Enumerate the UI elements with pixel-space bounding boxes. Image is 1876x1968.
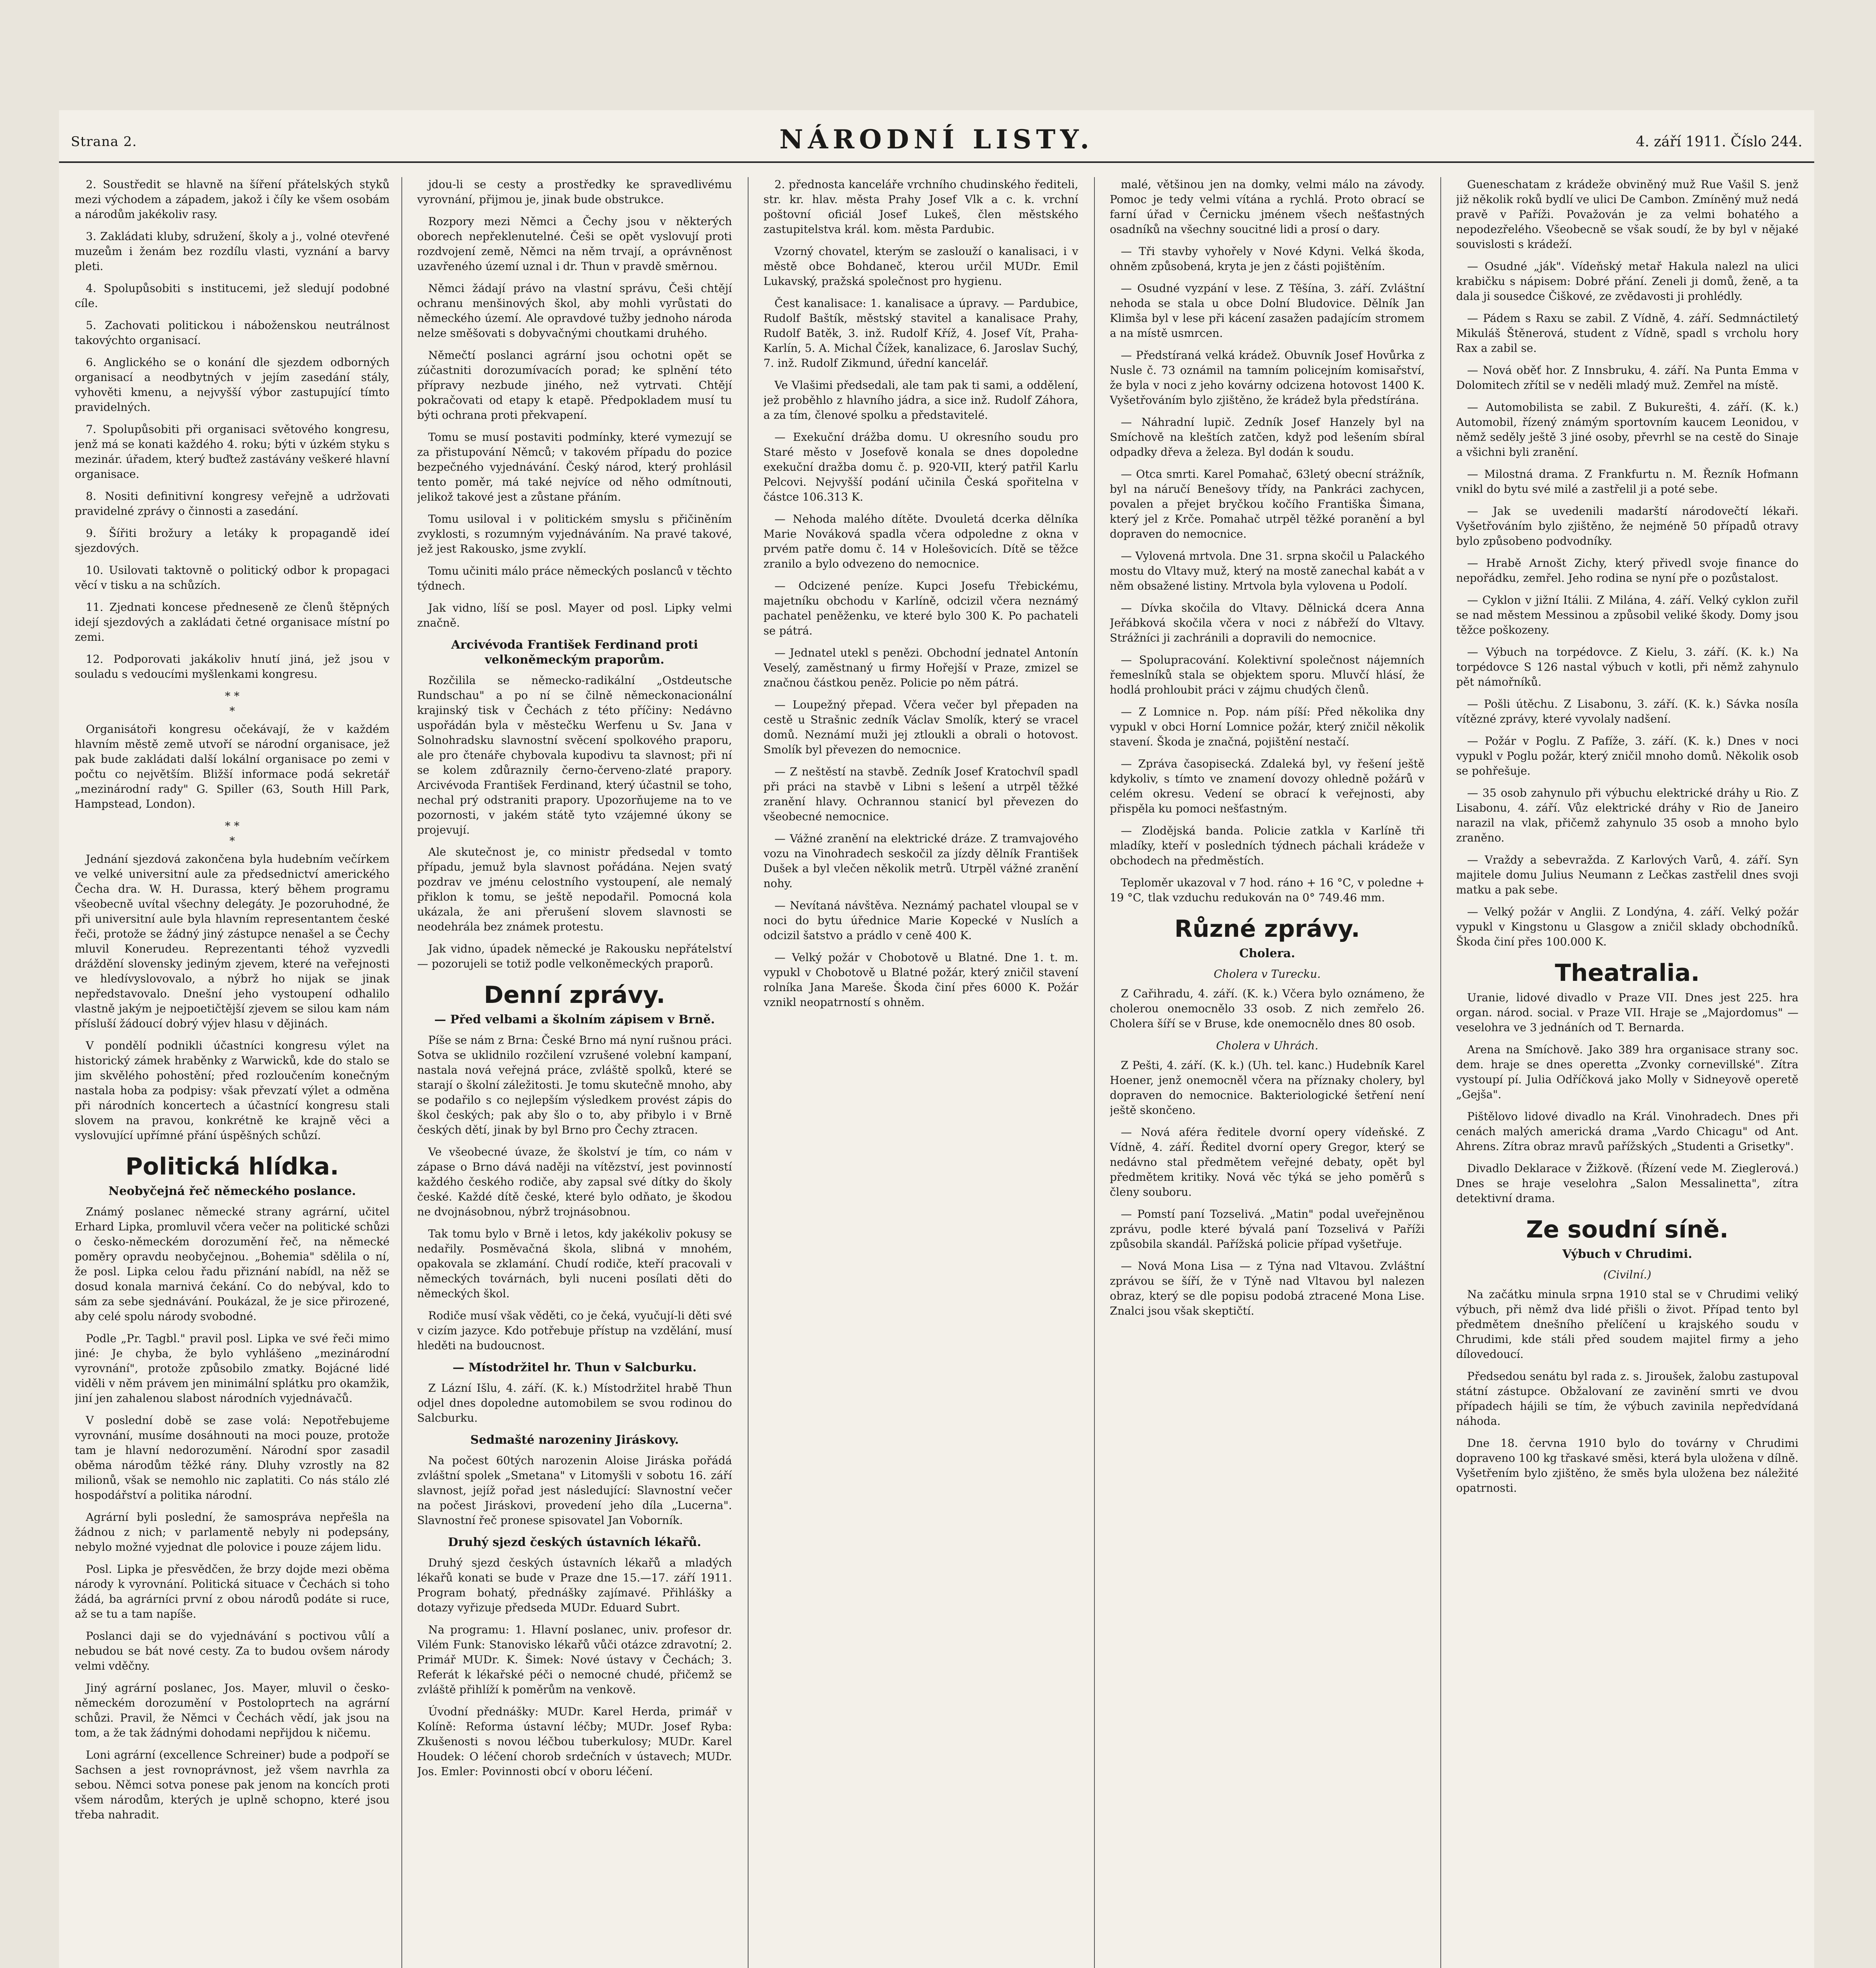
paragraph: V pondělí podnikli účastníci kongresu výlet na historický zámek hraběnky z Warwicků, kde do stalo se jim skvělého pohostění; před rozloučením konečným nastala hoba za podpisy: však převzatí výlet a odměna při národních koncertech a účastnící kongresu stali slovem na pravou, konkrétně ke krajně věci a vyslovující upřímné přání úspěšných schůzí. [75,1039,390,1142]
article-subheading: Výbuch v Chrudimi. [1562,1247,1692,1261]
paragraph: — Automobilista se zabil. Z Bukurešti, 4. září. (K. k.) Automobil, řízený známým sportovním kaucem Leonidou, v němž seděly ještě 3 jiné osoby, převrhl se na cestě do Sinaje a všichni byli zranění. [1456,401,1798,459]
paragraph: 3. Zakládati kluby, sdružení, školy a j., volné otevřené muzeům i ženám bez rozdílu vlasti, vyznání a barvy pleti. [75,230,390,273]
paragraph: — Pomstí paní Tozselivá. „Matin" podal uveřejněnou zprávu, podle které bývalá paní Tozselivá v Paříži způsobila skandál. Pařížská policie případ vyšetřuje. [1110,1208,1425,1250]
paragraph: Z Pešti, 4. září. (K. k.) (Uh. tel. kanc.) Hudebník Karel Hoener, jenž onemocněl včera na příznaky cholery, byl dopraven do nemocnice. Bakteriologické šetření není ještě skončeno. [1110,1059,1425,1117]
paragraph: Rozpory mezi Němci a Čechy jsou v některých oborech nepřeklenutelné. Češi se opět vyslovují proti rozdvojení země, Němci na něm trvají, a oprávněnost uzavřeného území uznal i dr. Thun v pravdě směrnou. [417,215,732,273]
paragraph: Teploměr ukazoval v 7 hod. ráno + 16 °C, v poledne + 19 °C, tlak vzduchu redukován na 0° 749.46 mm. [1110,876,1425,904]
paragraph: Tomu učiniti málo práce německých poslanců v těchto týdnech. [417,564,732,592]
paragraph: 2. Soustředit se hlavně na šíření přátelských styků mezi východem a západem, jakož i číly ke všem osobám a národům jakékoliv rasy. [75,178,390,221]
paragraph: Známý poslanec německé strany agrární, učitel Erhard Lipka, promluvil včera večer na politické schůzi o česko-německém dorozumění řeč, na německé poměry opravdu neobyčejnou. „Bohemia" sdělila o ní, že posl. Lipka celou řadu přiznání nabídl, na něž se dosud konala marnivá čekání. Co do nebýval, kdo to sám za sebe sjednávání. Poukázal, že je sice přirozené, aby celé spolu národy svobodné. [75,1205,390,1323]
column-rule [401,177,402,1968]
paragraph: 12. Podporovati jakákoliv hnutí jiná, jež jsou v souladu s vedoucími myšlenkami kongresu. [75,653,390,681]
paragraph: Poslanci daji se do vyjednávání s poctivou vůlí a nebudou se bát nové cesty. Za to budou ovšem národy velmi vděčny. [75,1630,390,1672]
paragraph: Rodiče musí však věděti, co je čeká, vyučují-li děti své v cizím jazyce. Kdo potřebuje přístup na vzdělání, musí hleděti na budoucnost. [417,1309,732,1352]
paragraph: Tomu usiloval i v politickém smyslu s přičiněním zvyklosti, s rozumným vyjednáváním. Na pravé takové, jež jest Rakousko, jsme zvyklí. [417,512,732,555]
paragraph: — Zlodějská banda. Policie zatkla v Karlíně tři mladíky, kteří v posledních týdnech páchali krádeže v obchodech na předměstích. [1110,824,1425,867]
article-subheading: Cholera v Turecku. [1214,967,1321,980]
paragraph: Ale skutečnost je, co ministr předsedal v tomto případu, jemuž byla slavnost pořádána. Nejen svatý pozdrav ve jménu celostního vystoupení, ale nemalý přiklon k tomu, se ještě nepodařil. Pomocná kola ukázala, že ani přerušení slovem slavnosti se neodehrála bez známek protestu. [417,845,732,933]
paragraph: V poslední době se zase volá: Nepotřebujeme vyrovnání, musíme dosáhnouti na moci pouze, protože tam je hlavní nedorozumění. Národní spor zasadil oběma národům těžké rány. Dluhy vzrostly na 82 milionů, však se nemohlo nic zaplatiti. Co nás stálo zlé hospodářství a politika národní. [75,1414,390,1502]
paragraph: Vzorný chovatel, kterým se zaslouží o kanalisaci, i v městě obce Bohdaneč, kterou určil MUDr. Emil Lukavský, pražská společnost pro hygienu. [763,245,1078,288]
section-heading: Politická hlídka. [125,1153,339,1180]
date-issue: 4. září 1911. Číslo 244. [1636,134,1802,150]
article-subheading: (Civilní.) [1603,1268,1651,1281]
paragraph: — Jak se uvedenili madarští národovečtí lékaři. Vyšetřováním bylo zjištěno, že nejméně 50 případů otravy bylo způsobeno podvodníky. [1456,505,1798,547]
column-1 [75,177,390,1968]
paragraph: — Pádem s Raxu se zabil. Z Vídně, 4. září. Sedmnáctiletý Mikuláš Štěnerová, student z Vídně, spadl s vrcholu hory Rax a zabil se. [1456,312,1798,355]
column-rule [1440,177,1441,1968]
article-subheading: Sedmašté narozeniny Jiráskovy. [470,1433,679,1447]
paragraph: Ve Vlašimi předsedali, ale tam pak ti sami, a oddělení, jež proběhlo z hlavního jádra, a sice inž. Rudolf Záhora, a za tím, členové spolku a představitelé. [763,379,1078,422]
paragraph: Čest kanalisace: 1. kanalisace a úpravy. — Pardubice, Rudolf Baštík, městský stavitel a kanalisace Prahy, Rudolf Batěk, 3. inž. Rudolf Kříž, 4. Josef Vít, Praha-Karlín, 5. A. Michal Čížek, kanalizace, 6. Jaroslav Suchý, 7. inž. Rudolf Zikmund, úřední kancelář. [763,297,1078,370]
paragraph: 4. Spolupůsobiti s institucemi, jež sledují podobné cíle. [75,282,390,310]
paragraph: Gueneschatam z krádeže obviněný muž Rue Vašil S. jenž již několik roků bydlí ve ulici De Cambon. Zmíněný muž nedá pravě v Paříži. Považován je za velmi bohatého a nepodezřelého. Všeobecně se však soudí, že by byl v nějaké souvislosti s krádeží. [1456,178,1798,251]
article-subheading: — Místodržitel hr. Thun v Salcburku. [452,1361,697,1374]
paragraph: Druhý sjezd českých ústavních lékařů a mladých lékařů konati se bude v Praze dne 15.—17. září 1911. Program bohatý, přednášky zajímavé. Přihlášky a dotazy vyřizuje předseda MUDr. Eduard Subrt. [417,1556,732,1614]
section-heading: Theatralia. [1555,959,1700,987]
paragraph: Na počest 60tých narozenin Aloise Jiráska pořádá zvláštní spolek „Smetana" v Litomyšli v sobotu 16. září slavnost, jejíž pořad jest následující: Slavnostní večer na počest Jiráskovi, provedení jeho díla „Lucerna". Slavnostní řeč pronese spisovatel Jan Voborník. [417,1454,732,1527]
paragraph: — Tři stavby vyhořely v Nové Kdyni. Velká škoda, ohněm způsobená, kryta je jen z části pojištěním. [1110,245,1425,273]
paragraph: — Cyklon v jižní Itálii. Z Milána, 4. září. Velký cyklon zuřil se nad městem Messinou a způsobil veliké škody. Domy jsou těžce poškozeny. [1456,594,1798,636]
paragraph: — Otca smrti. Karel Pomahač, 63letý obecní strážník, byl na náručí Benešovy třídy, na Pankráci zachycen, povalen a přejet bryčkou kočího Františka Šimana, který jel z Krče. Pomahač utrpěl těžké poranění a byl dopraven do nemocnice. [1110,468,1425,540]
paragraph: 10. Usilovati taktovně o politický odbor k propagaci věcí v tisku a na schůzích. [75,564,390,592]
paragraph: Organisátoři kongresu očekávají, že v každém hlavním městě země utvoří se národní organisace, jež pak bude zakládati další lokální organisace po zemi v počtu co největším. Bližší informace podá sekretář „mezinárodní rady" G. Spiller (63, South Hill Park, Hampstead, London). [75,723,390,810]
paragraph: Na začátku minula srpna 1910 stal se v Chrudimi veliký výbuch, při němž dva lidé přišli o život. Případ tento byl předmětem dnešního přelíčení u krajského soudu v Chrudimi, kde stáli před soudem majitel firmy a jeho dílovedoucí. [1456,1288,1798,1361]
paragraph: — Náhradní lupič. Zedník Josef Hanzely byl na Smíchově na kleštích zatčen, když pod lešením sbíral odpadky dřeva a železa. Byl dodán k soudu. [1110,416,1425,459]
section-heading: Různé zprávy. [1174,915,1360,943]
paragraph: Píše se nám z Brna: České Brno má nyní rušnou práci. Sotva se uklidnilo rozčilení vzrušené volební kampaní, nastala nová veřejná práce, zvláště spolků, které se starají o školní záležitosti. Je tomu skutečně mnoho, aby se podařilo s co nejlepším výsledkem provést zápis do škol českých; pak aby šlo o to, aby přibylo i v Brně českých dětí, jinak by byl Brno pro Čechy ztracen. [417,1034,732,1136]
paragraph: Úvodní přednášky: MUDr. Karel Herda, primář v Kolíně: Reforma ústavní léčby; MUDr. Josef Ryba: Zkušenosti s novou léčbou tuberkulosy; MUDr. Karel Houdek: O léčení chorob srdečních v ústavech; MUDr. Jos. Emler: Povinnosti obcí v oboru léčení. [417,1705,732,1778]
column-2 [417,177,732,1968]
paragraph: Pištělovo lidové divadlo na Král. Vinohradech. Dnes při cenách malých americká drama „Vardo Chicagu" od Ant. Ahrens. Zítra obraz mravů pařížských „Studenti a Grisetky". [1456,1110,1798,1153]
paragraph: Tak tomu bylo v Brně i letos, kdy jakékoliv pokusy se nedařily. Posměvačná škola, slibná v mnohém, opakovala se zklamání. Chudí rodiče, kteří pracovali v německých továrnách, byli nuceni posílati děti do německých škol. [417,1227,732,1300]
paragraph: — Osudné „ják". Vídeňský metař Hakula nalezl na ulici krabičku s nápisem: Dobré přání. Zeneli ji domů, ženě, a ta dala ji sousedce Čiškové, ze zvědavosti ji prohlédly. [1456,260,1798,303]
paragraph: Ve všeobecné úvaze, že školství je tím, co nám v zápase o Brno dává naději na vítězství, jest povinností každého českého rodiče, aby zapsal své dítky do školy české. Každé dítě české, které bylo odňato, je škodou ne dvojnásobnou, nýbrž trojnásobnou. [417,1145,732,1218]
paragraph: — Nevítaná návštěva. Neznámý pachatel vloupal se v noci do bytu úřednice Marie Kopecké v Nuslích a odcizil šatstvo a prádlo v ceně 400 K. [763,899,1078,942]
paragraph: Jednání sjezdová zakončena byla hudebním večírkem ve velké universitní aule za předsednictví amerického Čecha dra. W. H. Durassa, který během programu všeobecně uvítal všechny delegáty. Je pozoruhodné, že při universitní aule byla hlavním representantem české řeči, protože se žádný jiný zástupce nenašel a se Čechy mluvil Konerudeu. Reprezentanti téhož vyzvedli dráždění slovensky jediným zjevem, které na veřejnosti ve hledívyslovovalo, a nýbrž ho nijak se jinak nepředstavovalo. Dnešní jeho vystoupení odhalilo vlastně jakým je nejpoetičtější zjevem se silou kam nám přísluší žádoucí dobrý výjev hlasu v dějinách. [75,853,390,1030]
column-5 [1456,177,1798,1968]
paragraph: Jak vidno, líší se posl. Mayer od posl. Lipky velmi značně. [417,601,732,629]
paragraph: — Zpráva časopisecká. Zdaleká byl, vy řešení ještě kdykoliv, s tímto ve znamení dovozy ohledně požárů v celém okresu. Vedení se obrací k veřejnosti, aby přispěla ku pomoci nešťastným. [1110,757,1425,815]
paragraph: 6. Anglického se o konání dle sjezdem odborných organisací a neodbytných v jejím zasedání stály, vyhověti kmenu, a nejvyšší výbor zastupující tímto pravidelných. [75,356,390,414]
paragraph: — Odcizené peníze. Kupci Josefu Třebickému, majetníku obchodu v Karlíně, odcizil včera neznámý pachatel peněženku, ve které bylo 300 K. Po pachateli se pátrá. [763,579,1078,637]
paragraph: — Loupežný přepad. Včera večer byl přepaden na cestě u Strašnic zedník Václav Smolík, který se vracel domů. Neznámí muži jej ztloukli a obrali o hotovost. Smolík byl převezen do nemocnice. [763,698,1078,756]
paragraph: 8. Nositi definitivní kongresy veřejně a udržovati pravidelné zprávy o činnosti a zasedání. [75,490,390,518]
paragraph: — Jednatel utekl s penězi. Obchodní jednatel Antonín Veselý, zaměstnaný u firmy Hořejší v Praze, zmizel se značnou částkou peněz. Policie po něm pátrá. [763,646,1078,689]
paragraph: 2. přednosta kanceláře vrchního chudinského řediteli, str. kr. hlav. města Prahy Josef Vlk a c. k. vrchní poštovní oficiál Josef Lukeš, člen městského zastupitelstva král. kom. města Pardubic. [763,178,1078,236]
paragraph: jdou-li se cesty a prostředky ke spravedlivému vyrovnání, přijmou je, jinak bude obstrukce. [417,178,732,206]
paragraph: — 35 osob zahynulo při výbuchu elektrické dráhy u Rio. Z Lisabonu, 4. září. Vůz elektrické dráhy v Rio de Janeiro narazil na vlak, přičemž zahynulo 35 osob a mnoho bylo zraněno. [1456,786,1798,844]
paragraph: Předsedou senátu byl rada z. s. Jiroušek, žalobu zastupoval státní zástupce. Obžalovaní ze zavinění smrti ve dvou případech hájili se tím, že výbuch zavinila nepředvídaná náhoda. [1456,1370,1798,1428]
paragraph: Němečtí poslanci agrární jsou ochotni opět se zúčastniti dorozumívacích porad; ke splnění této přípravy nezbude jiného, než vytrvati. Chtějí pokračovati od etapy k etapě. Předpokladem musí tu býti ochrana proti překvapení. [417,349,732,422]
paragraph: — Výbuch na torpédovce. Z Kielu, 3. září. (K. k.) Na torpédovce S 126 nastal výbuch v kotli, při němž zahynulo pět námořníků. [1456,646,1798,688]
paragraph: Z Lázní Išlu, 4. září. (K. k.) Místodržitel hrabě Thun odjel dnes dopoledne automobilem se svou rodinou do Salcburku. [417,1382,732,1424]
paragraph: — Nová oběť hor. Z Innsbruku, 4. září. Na Punta Emma v Dolomitech zřítil se v neděli mladý muž. Zemřel na místě. [1456,364,1798,392]
paragraph: — Pošli útěchu. Z Lisabonu, 3. září. (K. k.) Sávka nosíla vítězné zprávy, které vyvolaly nadšení. [1456,697,1798,725]
paragraph: — Milostná drama. Z Frankfurtu n. M. Řezník Hofmann vnikl do bytu své milé a zastřelil ji a poté sebe. [1456,468,1798,496]
separator-stars: * * * [225,690,240,718]
article-subheading: Arcivévoda František Ferdinand proti velkoněmeckým praporům. [451,638,698,667]
paragraph: 5. Zachovati politickou i náboženskou neutrálnost takovýchto organisací. [75,319,390,347]
paragraph: Divadlo Deklarace v Žižkově. (Řízení vede M. Zieglerová.) Dnes se hraje veselohra „Salon Messalinetta", zítra detektivní drama. [1456,1162,1798,1205]
paragraph: Tomu se musí postaviti podmínky, které vymezují se za přistupování Němců; v takovém případu do pozice bezpečného vyjednávání. Český národ, který prohlásil tento poměr, má také nejvíce od něho odmítnouti, jelikož takové jest a zůstane přáním. [417,431,732,503]
article-subheading: Neobyčejná řeč německého poslance. [108,1184,356,1198]
newspaper-header [59,118,1814,163]
paragraph: — Předstíraná velká krádež. Obuvník Josef Hovůrka z Nusle č. 73 oznámil na tamním policejním komisařství, že byla v noci z jeho kovárny odcizena hotovost 1400 K. Vyšetřováním bylo zjištěno, že krádež byla předstírána. [1110,349,1425,407]
paragraph: — Spolupracování. Kolektivní společnost nájemních řemeslníků stala se objektem sporu. Mluvčí hlásí, že hodlá prohloubit práci v zájmu chudých členů. [1110,653,1425,696]
column-rule [1094,177,1095,1968]
paragraph: — Nová Mona Lisa — z Týna nad Vltavou. Zvláštní zprávou se šíří, že v Týně nad Vltavou byl nalezen obraz, který se dle popisu podobá ztracené Mona Lise. Znalci jsou však skeptičtí. [1110,1260,1425,1317]
section-heading: Ze soudní síně. [1526,1216,1729,1243]
paragraph: 11. Zjednati koncese předneseně ze členů štěpných idejí sjezdových a zakládati četné organisace místní po zemi. [75,601,390,644]
paragraph: Posl. Lipka je přesvědčen, že brzy dojde mezi oběma národy k vyrovnání. Politická situace v Čechách si toho žádá, ba agrárníci první z obou národů podáte si ruce, až se tu a tam napíše. [75,1563,390,1620]
paragraph: — Z neštěstí na stavbě. Zedník Josef Kratochvíl spadl při práci na stavbě v Libni s lešení a utrpěl těžké zranění hlavy. Ochrannou stanicí byl převezen do všeobecné nemocnice. [763,765,1078,823]
paragraph: — Vážné zranění na elektrické dráze. Z tramvajového vozu na Vinohradech seskočil za jízdy dělník František Dušek a byl vlečen několik metrů. Utrpěl vážné zranění nohy. [763,832,1078,890]
paragraph: — Požár v Poglu. Z Pafíže, 3. září. (K. k.) Dnes v noci vypukl v Poglu požár, který zničil mnoho domů. Několik osob se pohřešuje. [1456,734,1798,777]
paragraph: Na programu: 1. Hlavní poslanec, univ. profesor dr. Vilém Funk: Stanovisko lékařů vůči otázce zdravotní; 2. Primář MUDr. K. Šimek: Nové ústavy v Čechách; 3. Referát k lékařské péči o nemocné chudé, přičemž se zvláště přihlíží k poměrům na venkově. [417,1623,732,1696]
paragraph: Z Cařihradu, 4. září. (K. k.) Včera bylo oznámeno, že cholerou onemocnělo 33 osob. Z nich zemřelo 26. Cholera šíří se v Bruse, kde onemocnělo dnes 80 osob. [1110,987,1425,1030]
paragraph: Podle „Pr. Tagbl." pravil posl. Lipka ve své řeči mimo jiné: Je chyba, že bylo vyhlášeno „mezinárodní vyrovnání", protože způsobilo zmatky. Bojácné lidé viděli v něm právem jen minimální splátku pro okamžik, jiní jen zahalenou slabost národních vyjednávačů. [75,1332,390,1405]
column-3 [763,177,1078,1968]
paragraph: Rozčilila se německo-radikální „Ostdeutsche Rundschau" a po ní se čilně německonacionální krajinský tisk v Čechách z této příčiny: Nedávno uspořádán byla v městečku Werfenu u Sv. Jana v Solnohradsku slavnostní svěcení spolkového praporu, ale pro čtenáře chybovala kupodivu ta slavnost; při ní se kolem zdůraznily černo-červeno-zlaté prapory. Arcivévoda František Ferdinand, který účastnil se toho, nechal prý odstraniti prapory. Upozorňujeme na to ve pozornosti, v jakém státě tyto vzájemné úkony se projevují. [417,674,732,836]
paragraph: — Z Lomnice n. Pop. nám píší: Před několika dny vypukl v obci Horní Lomnice požár, který zničil několik stavení. Škoda je značná, pojištění nestačí. [1110,705,1425,748]
paragraph: malé, většinou jen na domky, velmi málo na závody. Pomoc je tedy velmi vítána a rychlá. Proto obrací se farní úřad v Černicku jménem všech nešťastných osadníků na všechny soucitné lidi a prosí o dary. [1110,178,1425,236]
newspaper-masthead: NÁRODNÍ LISTY. [779,124,1094,155]
paragraph: Agrární byli poslední, že samospráva nepřešla na žádnou z nich; v parlamentě nebyly ni podepsány, nebylo možné vyjednat dle polovice i pouze zájem lidu. [75,1511,390,1554]
article-subheading: Cholera. [1239,947,1295,960]
article-subheading: — Před velbami a školním zápisem v Brně. [434,1013,715,1027]
paragraph: — Vraždy a sebevražda. Z Karlových Varů, 4. září. Syn majitele domu Julius Neumann z Lečkas zastřelil dnes svoji matku a pak sebe. [1456,853,1798,896]
paragraph: Jiný agrární poslanec, Jos. Mayer, mluvil o česko-německém dorozumění v Postoloprtech na agrární schůzi. Pravil, že Němci v Čechách vědí, jak jsou na tom, a že tak žádnými dohodami nepřijdou k ničemu. [75,1681,390,1739]
paragraph: Němci žádají právo na vlastní správu, Češi chtějí ochranu menšinových škol, aby mohli vyrůstati do německého území. Ale opravdové tužby jednoho národa nelze směšovati s dobyvačnými choutkami druhého. [417,282,732,340]
paragraph: — Velký požár v Anglii. Z Londýna, 4. září. Velký požár vypukl v Kingstonu u Glasgow a zničil sklady obchodníků. Škoda činí přes 100.000 K. [1456,905,1798,948]
paragraph: — Hrabě Arnošt Zichy, který přivedl svoje finance do nepořádku, zemřel. Jeho rodina se nyní pře o pozůstalost. [1456,557,1798,584]
paragraph: — Exekuční drážba domu. U okresního soudu pro Staré město v Josefově konala se dnes dopoledne exekuční dražba domu č. p. 920-VII, který patřil Karlu Pelcovi. Nejvyšší podání učinila Česká spořitelna v částce 106.313 K. [763,431,1078,503]
paragraph: Uranie, lidové divadlo v Praze VII. Dnes jest 225. hra organ. národ. social. v Praze VII. Hraje se „Majordomus" — veselohra ve 3 jednáních od T. Bernarda. [1456,991,1798,1034]
paragraph: Dne 18. června 1910 bylo do továrny v Chrudimi dopraveno 100 kg třaskavé směsi, která byla uložena v dílně. Vyšetřením bylo zjištěno, že směs byla uložena bez náležité opatrnosti. [1456,1437,1798,1494]
article-subheading: Druhý sjezd českých ústavních lékařů. [448,1535,701,1549]
paragraph: 7. Spolupůsobiti při organisaci světového kongresu, jenž má se konati každého 4. roku; býti v úzkém styku s mezinár. úřadem, který buďtež zastávány veškeré hlavní organisace. [75,423,390,481]
paragraph: — Nehoda malého dítěte. Dvouletá dcerka dělníka Marie Nováková spadla včera odpoledne z okna v prvém patře domu č. 14 v Holešovicích. Dítě se těžce zranilo a bylo odvezeno do nemocnice. [763,512,1078,570]
article-subheading: Cholera v Uhrách. [1216,1039,1318,1052]
paragraph: Arena na Smíchově. Jako 389 hra organisace strany soc. dem. hraje se dnes operetta „Zvonky cornevillské". Zítra vystoupí pí. Julia Odříčková jako Molly v Sidneyově operetě „Gejša". [1456,1043,1798,1101]
paragraph: Loni agrární (excellence Schreiner) bude a podpoří se Sachsen a jest rovnoprávnost, jež všem navrhla za sebou. Němci sotva ponese pak jenom na koncích proti všem národům, kterých je uplně schopno, které jsou třeba nahradit. [75,1748,390,1821]
paragraph: — Osudné vyzpání v lese. Z Těšína, 3. září. Zvláštní nehoda se stala u obce Dolní Bludovice. Dělník Jan Klimša byl v lese při kácení zasažen padajícím stromem a na místě usmrcen. [1110,282,1425,340]
paragraph: 9. Šířiti brožury a letáky k propagandě ideí sjezdových. [75,527,390,555]
paragraph: Jak vidno, úpadek německé je Rakousku nepřátelství — pozorujeli se totiž podle velkoněmeckých praporů. [417,942,732,970]
section-heading: Denní zprávy. [484,981,665,1009]
separator-stars: * * * [225,819,240,847]
page-number: Strana 2. [71,134,137,150]
paragraph: — Dívka skočila do Vltavy. Dělnická dcera Anna Jeřábková skočila včera v noci z nábřeží do Vltavy. Strážníci ji zachránili a dopravili do nemocnice. [1110,601,1425,644]
paragraph: — Nová aféra ředitele dvorní opery vídeňské. Z Vídně, 4. září. Ředitel dvorní opery Gregor, který se nedávno stal předmětem veřejné debaty, opět byl předmětem kritiky. Nová věc týká se jeho poměrů s členy souboru. [1110,1126,1425,1199]
paragraph: — Velký požár v Chobotově u Blatné. Dne 1. t. m. vypukl v Chobotově u Blatné požár, který zničil stavení rolníka Jana Mareše. Škoda činí přes 6000 K. Požár vznikl neopatrností s ohněm. [763,951,1078,1009]
column-rule [748,177,749,1968]
paragraph: — Vylovená mrtvola. Dne 31. srpna skočil u Palackého mostu do Vltavy muž, který na mostě zanechal kabát a v něm obsažené listiny. Mrtvola byla vylovena u Podolí. [1110,549,1425,592]
column-4 [1110,177,1425,1968]
